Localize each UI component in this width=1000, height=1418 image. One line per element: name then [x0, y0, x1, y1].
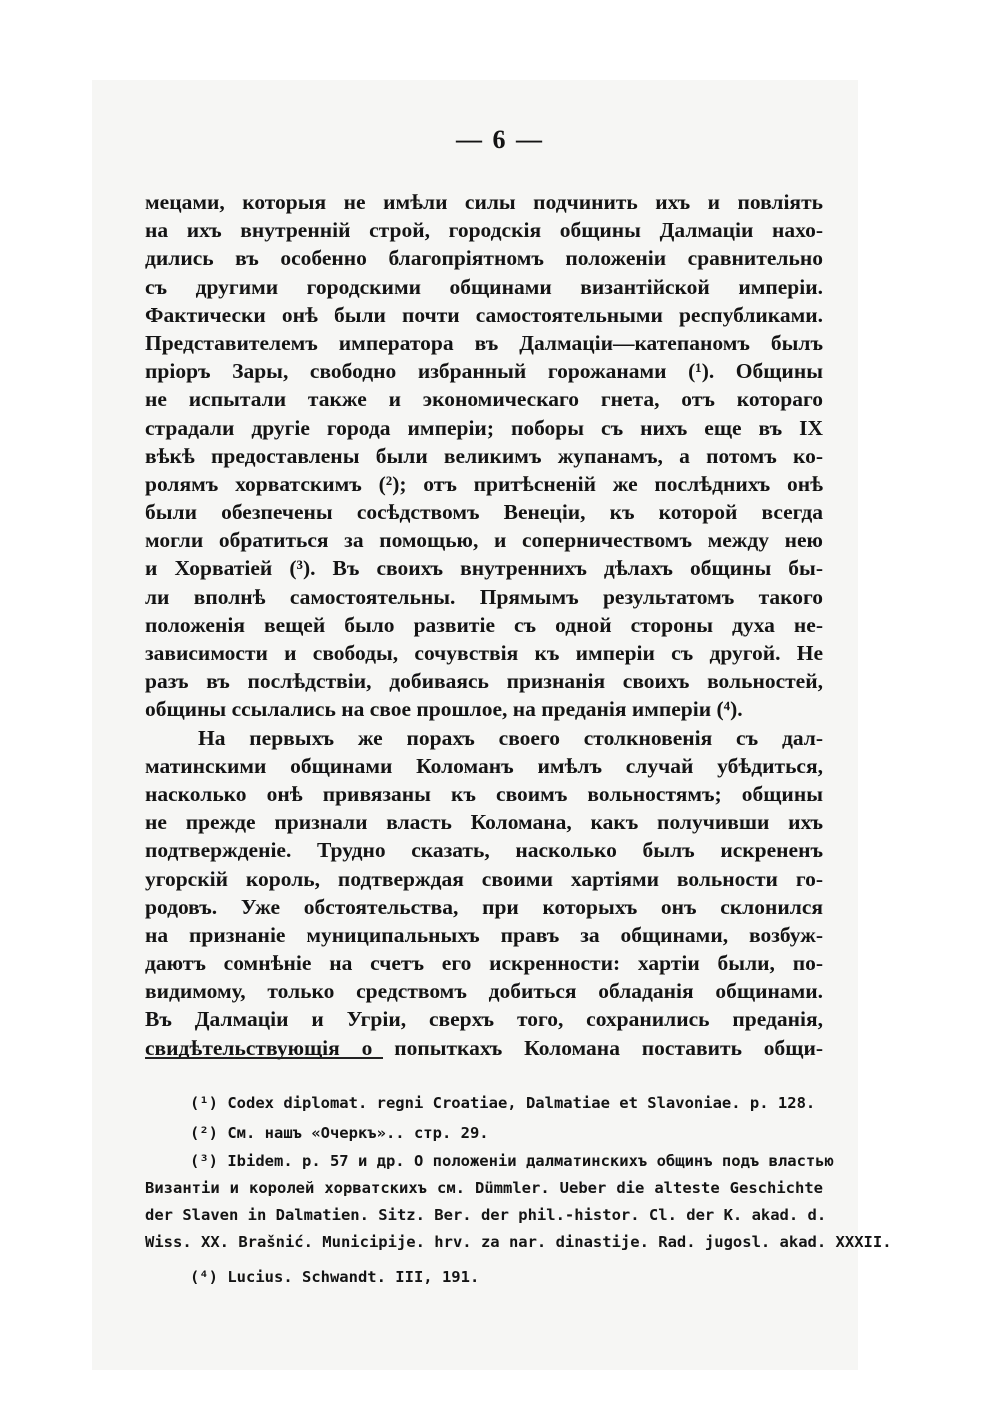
text-line-11: ролямъ хорватскимъ (²); отъ притѣсненій же послѣднихъ онѣ	[145, 471, 823, 496]
text-line-21: матинскими общинами Коломанъ имѣлъ случай убѣдиться,	[145, 753, 823, 778]
footnote-divider	[145, 1057, 383, 1059]
footnote-3-line-2: Византіи и королей хорватскихъ см. Dümmler. Ueber die alteste Geschichte	[145, 1179, 823, 1197]
text-line-22: насколько онѣ привязаны къ своимъ вольностямъ; общины	[145, 781, 823, 806]
text-line-25: угорскій король, подтверждая своими хартіями вольности го-	[145, 866, 823, 891]
text-line-2: на ихъ внутренній строй, городскія общины Далмаціи нахо-	[145, 218, 823, 243]
footnote-3-line-1: (³) Ibidem. p. 57 и др. О положеніи далматинскихъ общинъ подъ властью	[190, 1152, 834, 1170]
text-line-6: Представителемъ императора въ Далмаціи—катепаномъ былъ	[145, 330, 823, 355]
footnote-3-line-4: Wiss. XX. Brašnić. Municipije. hrv. za nar. dinastije. Rad. jugosl. akad. XXXII.	[145, 1233, 892, 1251]
footnotes	[145, 1088, 892, 1292]
text-line-18: разъ въ послѣдствіи, добиваясь признанія своихъ вольностей,	[145, 669, 823, 694]
text-line-9: страдали другіе города имперіи; поборы съ нихъ еще въ IX	[145, 415, 823, 440]
footnote-1: (¹) Codex diplomat. regni Croatiae, Dalmatiae et Slavoniae. p. 128.	[190, 1094, 816, 1112]
text-line-31: свидѣтельствующія о попыткахъ Коломана поставить общи-	[145, 1035, 823, 1060]
footnote-4: (⁴) Lucius. Schwandt. III, 191.	[190, 1268, 480, 1286]
text-line-30: Въ Далмаціи и Угріи, сверхъ того, сохранились преданія,	[145, 1007, 823, 1032]
footnote-2: (²) См. нашъ «Очеркъ».. стр. 29.	[190, 1124, 489, 1142]
text-line-29: видимому, только средствомъ добиться обладанія общинами.	[145, 979, 823, 1004]
text-line-3: дились въ особенно благопріятномъ положеніи сравнительно	[145, 246, 823, 271]
text-line-15: ли вполнѣ самостоятельны. Прямымъ результатомъ такого	[145, 584, 823, 609]
text-line-14: и Хорватіей (³). Въ своихъ внутреннихъ дѣлахъ общины бы-	[145, 556, 823, 581]
text-line-16: положенія вещей было развитіе съ одной стороны духа не-	[145, 612, 823, 637]
text-line-10: вѣкѣ предоставлены были великимъ жупанамъ, а потомъ ко-	[145, 443, 823, 468]
text-line-20: На первыхъ же порахъ своего столкновенія съ дал-	[198, 725, 823, 750]
text-line-4: съ другими городскими общинами византійской имперіи.	[145, 274, 823, 299]
text-line-24: подтвержденіе. Трудно сказать, насколько былъ искрененъ	[145, 838, 823, 863]
text-line-13: могли обратиться за помощью, и соперничествомъ между нею	[145, 528, 823, 553]
text-line-17: зависимости и свободы, сочувствія къ имперіи съ другой. Не	[145, 641, 823, 665]
main-text	[145, 188, 823, 1062]
text-line-8: не испытали также и экономическаго гнета, отъ котораго	[145, 387, 823, 412]
footnote-3-line-3: der Slaven in Dalmatien. Sitz. Ber. der phil.-histor. Cl. der K. akad. d.	[145, 1206, 827, 1224]
text-line-7: пріоръ Зары, свободно избранный горожанами (¹). Общины	[145, 359, 823, 384]
text-line-5: Фактически онѣ были почти самостоятельными республиками.	[145, 302, 823, 327]
text-line-1: мецами, которыя не имѣли силы подчинить ихъ и повліять	[145, 190, 823, 214]
text-line-26: родовъ. Уже обстоятельства, при которыхъ онъ склонился	[145, 894, 823, 919]
page-number: — 6 —	[456, 125, 544, 154]
text-line-23: не прежде признали власть Коломана, какъ получивши ихъ	[145, 810, 823, 835]
text-line-28: даютъ сомнѣніе на счетъ его искренности: хартіи были, по-	[145, 951, 823, 976]
text-line-19: общины ссылались на свое прошлое, на преданія имперіи (⁴).	[145, 697, 743, 722]
text-line-27: на признаніе муниципальныхъ правъ за общинами, возбуж-	[145, 922, 823, 947]
text-line-12: были обезпечены сосѣдствомъ Венеціи, къ которой всегда	[145, 500, 823, 525]
